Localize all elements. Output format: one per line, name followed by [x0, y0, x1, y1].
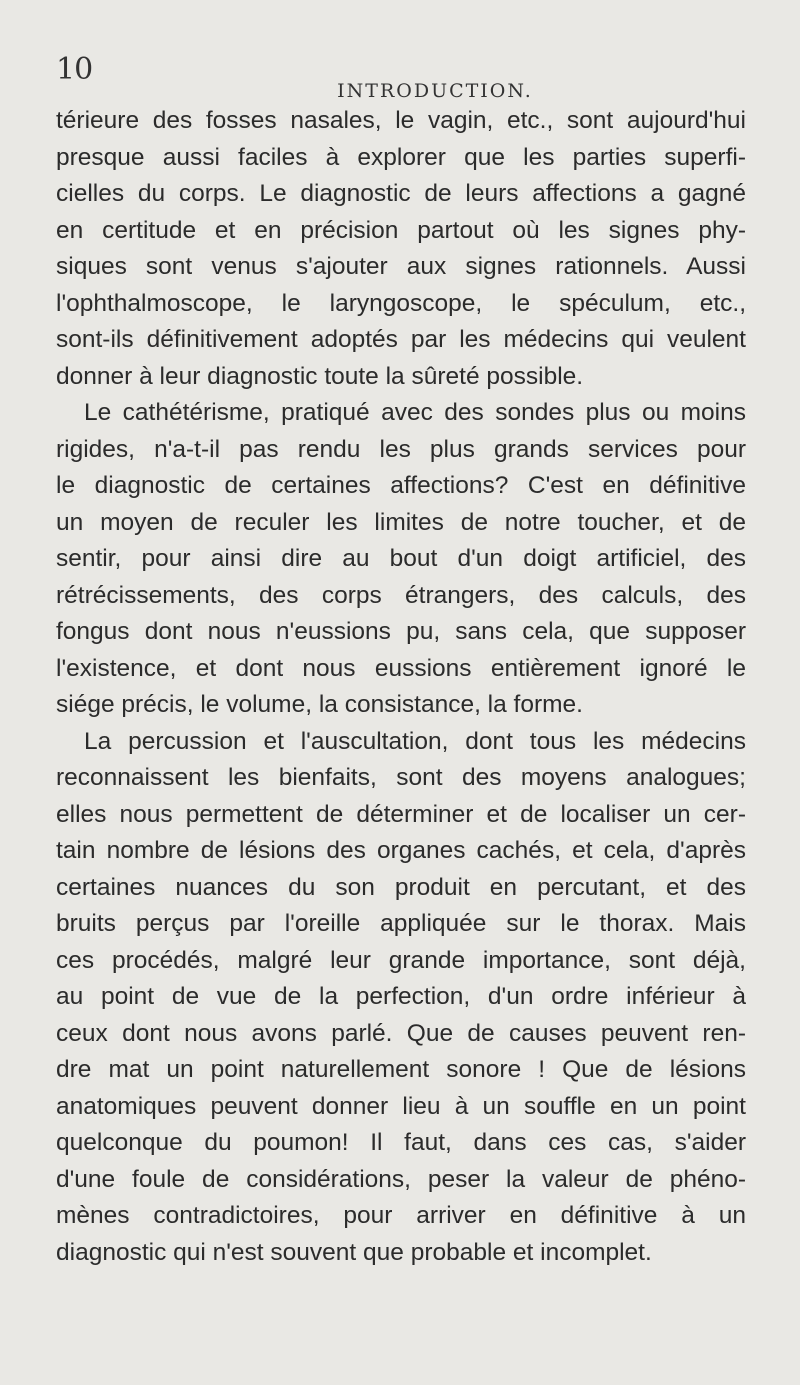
text-line: sont-ils définitivement adoptés par les médecins qui veulent: [56, 326, 746, 353]
page-header: [56, 52, 744, 102]
text-line: d'une foule de considérations, peser la valeur de phéno-: [56, 1165, 746, 1193]
text-line: tain nombre de lésions des organes cachés, et cela, d'après: [56, 837, 746, 864]
text-line: au point de vue de la perfection, d'un ordre inférieur à: [56, 983, 746, 1010]
text-line: fongus dont nous n'eussions pu, sans cela, que supposer: [56, 618, 746, 645]
text-line: l'existence, et dont nous eussions entièrement ignoré le: [56, 654, 746, 682]
text-line: dre mat un point naturellement sonore ! Que de lésions: [56, 1056, 746, 1083]
text-line: diagnostic qui n'est souvent que probable et incomplet.: [56, 1238, 652, 1266]
body-text: [56, 103, 746, 1271]
text-line: cielles du corps. Le diagnostic de leurs affections a gagné: [56, 180, 746, 207]
text-line: mènes contradictoires, pour arriver en définitive à un: [56, 1202, 746, 1229]
text-line: siques sont venus s'ajouter aux signes rationnels. Aussi: [56, 253, 746, 280]
text-line: anatomiques peuvent donner lieu à un souffle en un point: [56, 1092, 746, 1120]
running-title: INTRODUCTION.: [337, 80, 533, 102]
text-line: donner à leur diagnostic toute la sûreté possible.: [56, 362, 584, 390]
text-line: reconnaissent les bienfaits, sont des moyens analogues;: [56, 764, 746, 791]
text-line: rigides, n'a-t-il pas rendu les plus grands services pour: [56, 435, 746, 463]
text-line: sentir, pour ainsi dire au bout d'un doigt artificiel, des: [56, 545, 746, 572]
text-line: ces procédés, malgré leur grande importance, sont déjà,: [56, 946, 746, 974]
paragraph-start-line: Le cathétérisme, pratiqué avec des sondes plus ou moins: [84, 399, 746, 426]
text-line: siége précis, le volume, la consistance, la forme.: [56, 691, 583, 718]
text-line: certaines nuances du son produit en percutant, et des: [56, 873, 746, 901]
paragraph-start-line: La percussion et l'auscultation, dont tous les médecins: [84, 727, 746, 755]
text-line: un moyen de reculer les limites de notre toucher, et de: [56, 508, 746, 536]
text-line: le diagnostic de certaines affections? C'est en définitive: [56, 472, 746, 499]
text-line: térieure des fosses nasales, le vagin, etc., sont aujourd'hui: [56, 107, 746, 134]
text-line: ceux dont nous avons parlé. Que de causes peuvent ren-: [56, 1019, 746, 1047]
text-line: l'ophthalmoscope, le laryngoscope, le spéculum, etc.,: [56, 289, 746, 317]
text-line: presque aussi faciles à explorer que les parties superfi-: [56, 143, 746, 171]
page-number: 10: [56, 52, 93, 87]
text-line: quelconque du poumon! Il faut, dans ces cas, s'aider: [56, 1129, 746, 1156]
text-line: rétrécissements, des corps étrangers, des calculs, des: [56, 581, 746, 609]
text-line: elles nous permettent de déterminer et de localiser un cer-: [56, 800, 746, 828]
text-line: en certitude et en précision partout où les signes phy-: [56, 216, 746, 244]
text-line: bruits perçus par l'oreille appliquée sur le thorax. Mais: [56, 910, 746, 937]
